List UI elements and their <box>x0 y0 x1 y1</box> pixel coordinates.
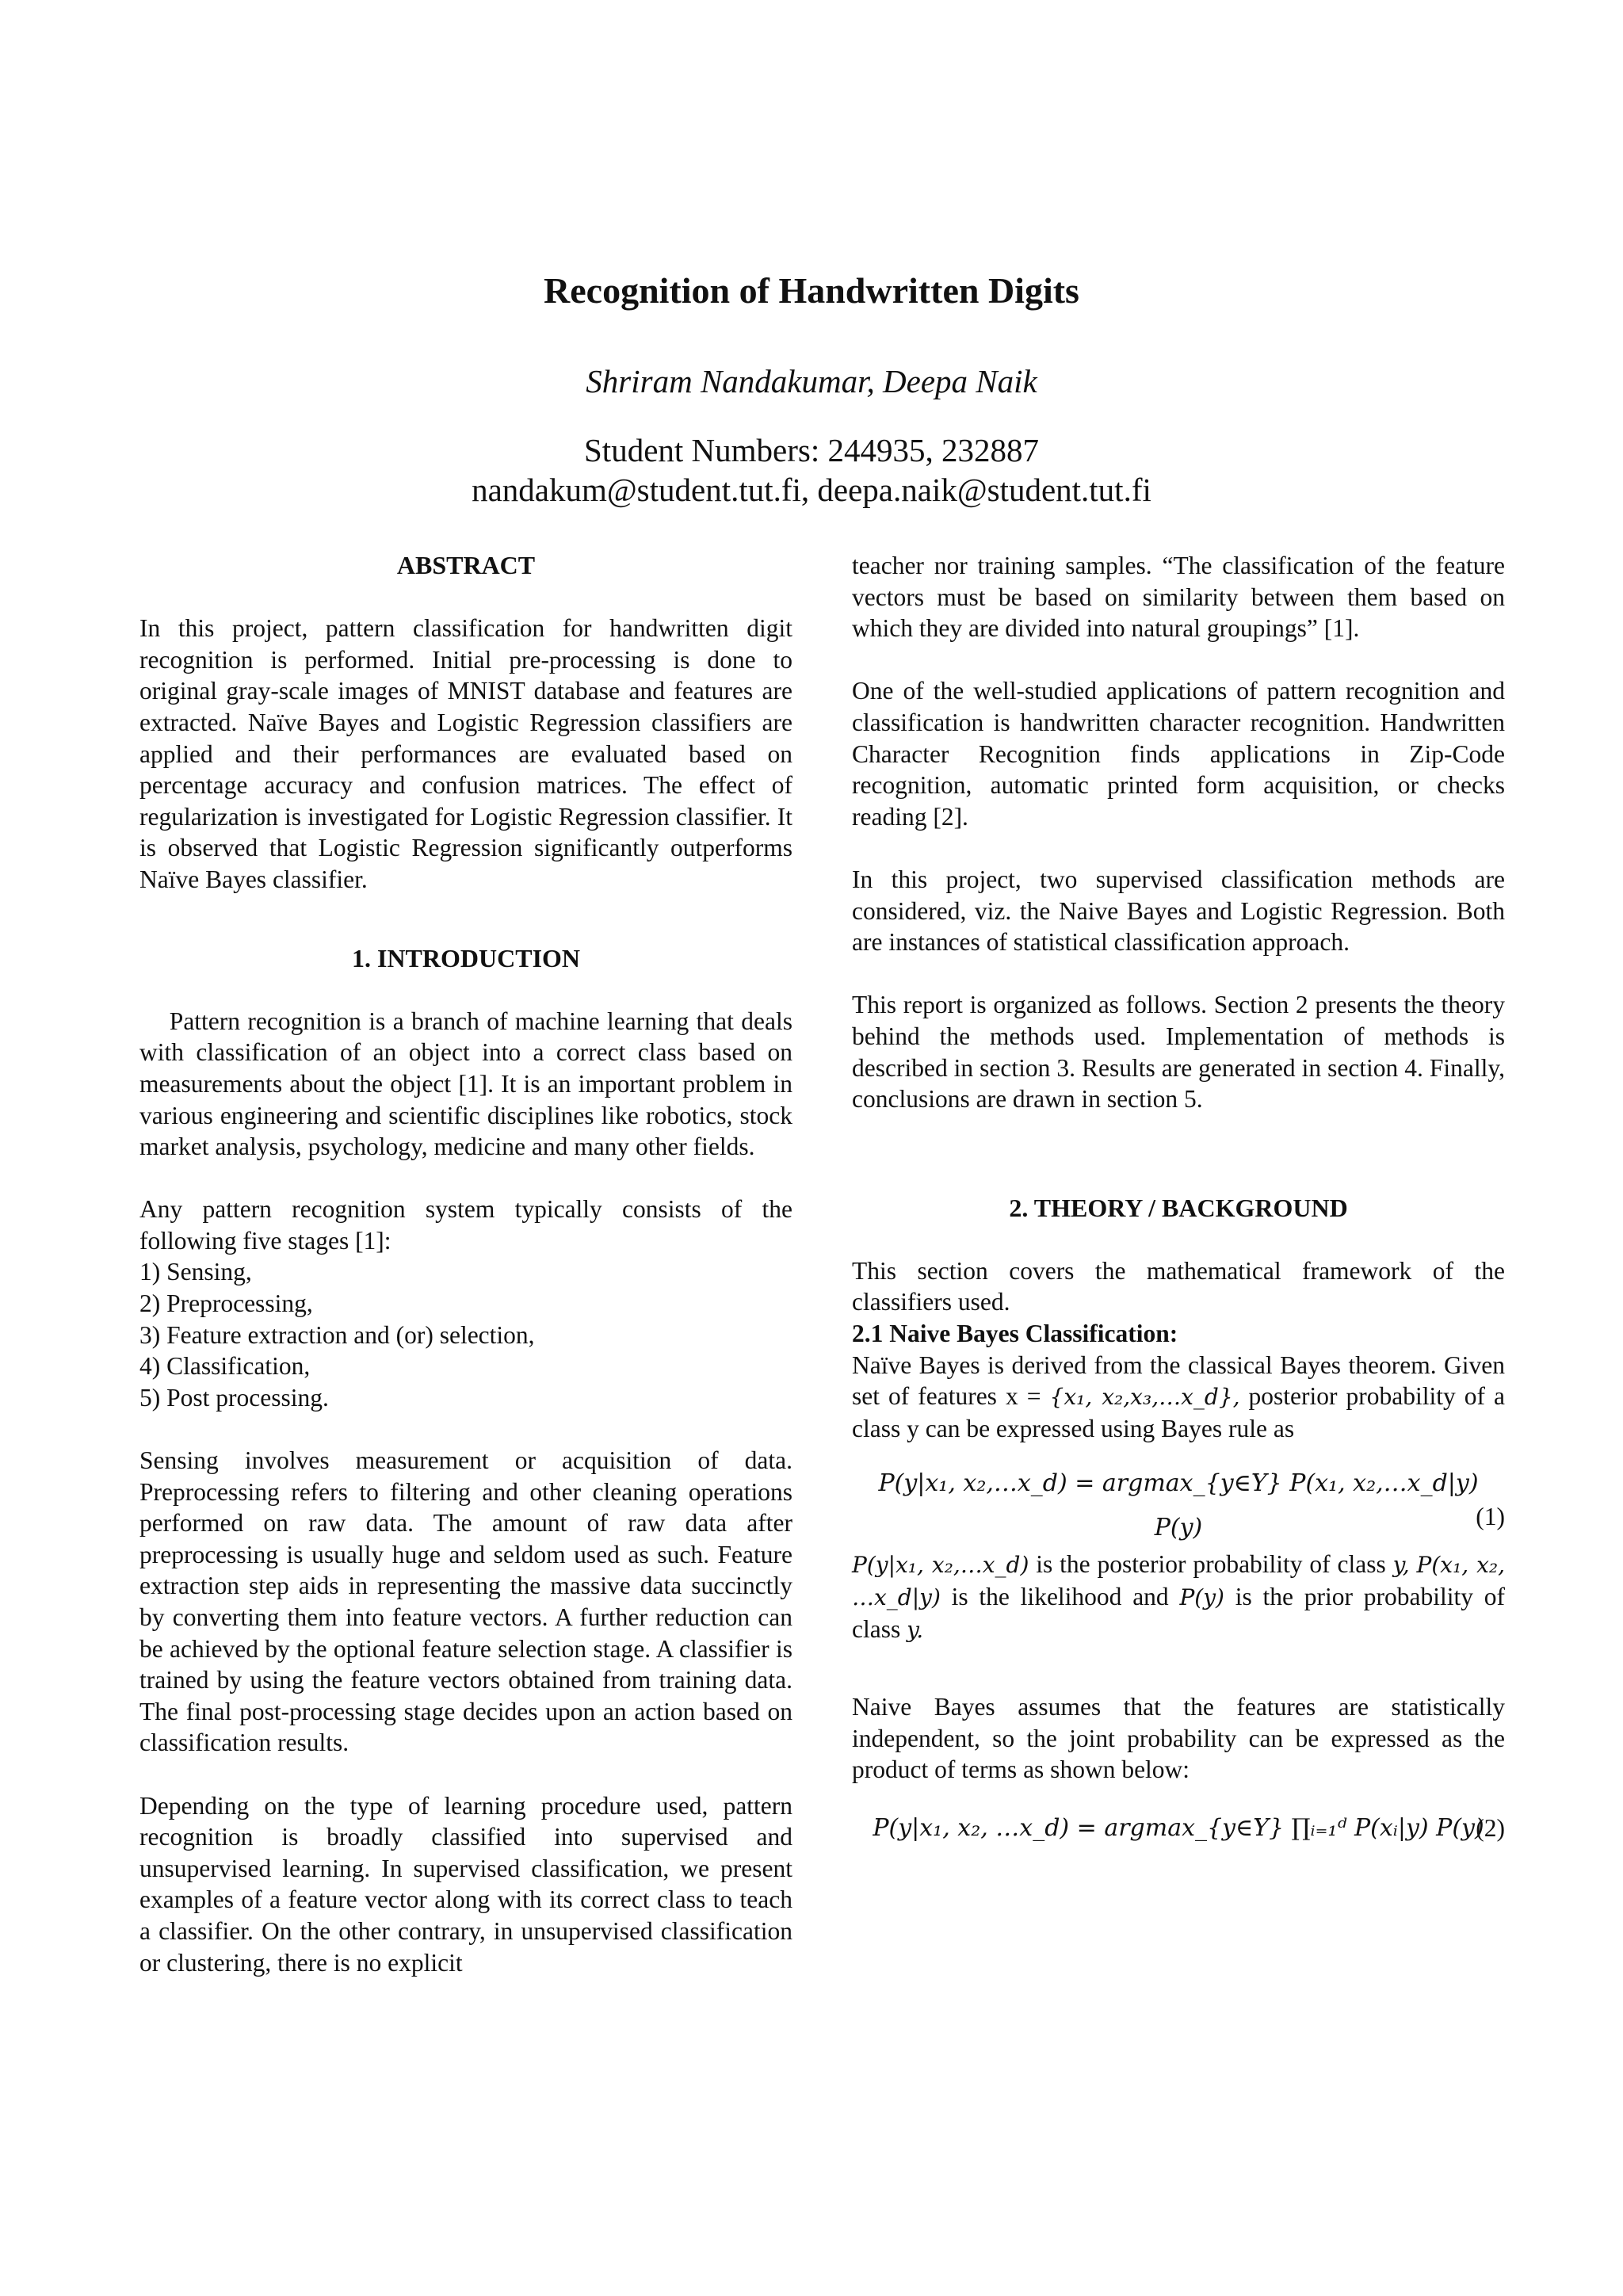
student-numbers: Student Numbers: 244935, 232887 <box>584 432 1039 468</box>
intro-paragraph-7: This report is organized as follows. Section 2 presents the theory behind the methods used. Implementation of methods is described in section 3. Results are generated in section 4. Finally, conclusions are drawn in section 5. <box>852 991 1505 1114</box>
list-item: 2) Preprocessing, <box>139 1289 313 1318</box>
theory-heading: 2. THEORY / BACKGROUND <box>1009 1193 1348 1222</box>
intro-paragraph-4-continued: teacher nor training samples. “The classification of the feature vectors must be based on similarity between them based on which they are divided into natural groupings” [1]. <box>852 552 1505 643</box>
author-info <box>0 430 1623 510</box>
theory-paragraph-4: Naive Bayes assumes that the features are statistically independent, so the joint probability can be expressed as the product of terms as shown below: <box>852 1693 1505 1784</box>
intro-paragraph-1: Pattern recognition is a branch of machine learning that deals with classification of an object into a correct class based on measurements about the object [1]. It is an important problem in various engineering and scientific disciplines like robotics, stock market analysis, psychology, medicine and many other fields. <box>139 1007 792 1161</box>
list-item: 3) Feature extraction and (or) selection, <box>139 1320 535 1349</box>
paper-title: Recognition of Handwritten Digits <box>544 270 1079 311</box>
naive-bayes-subheading: 2.1 Naive Bayes Classification: <box>852 1320 1178 1348</box>
left-column <box>139 550 792 1978</box>
feature-set: {x₁, x₂,x₃,…x_d}, <box>1049 1384 1240 1411</box>
stages-list <box>139 1256 792 1413</box>
introduction-heading: 1. INTRODUCTION <box>351 943 581 972</box>
equation-1-number: (1) <box>1476 1503 1505 1531</box>
list-item: 5) Post processing. <box>139 1383 329 1412</box>
intro-paragraph-3: Sensing involves measurement or acquisition of data. Preprocessing refers to filtering and other cleaning operations performed on raw data. The amount of raw data after preprocessing is usually huge and seldom used as such. Feature extraction step aids in representing the massive data succinctly by converting them into feature vectors. A further reduction can be achieved by the optional feature selection stage. A classifier is trained by using the feature vectors obtained from training data. The final post-processing stage decides upon an action based on classification results. <box>139 1446 792 1757</box>
intro-paragraph-4: Depending on the type of learning procedure used, pattern recognition is broadly classified into supervised and unsupervised learning. In supervised classification, we present examples of a feature vector along with its correct class to teach a classifier. On the other contrary, in unsupervised classification or clustering, there is no explicit <box>139 1791 792 1977</box>
equation-2: P(y|x₁, x₂, …x_d) = argmax_{y∈Y} ∏ᵢ₌₁ᵈ P(xᵢ|y) P(y) (2) <box>852 1806 1505 1851</box>
abstract-text: In this project, pattern classification for handwritten digit recognition is performed. Initial pre-processing is done to original gray-scale images of MNIST database and features are extracted. Naïve Bayes and Logistic Regression classifiers are applied and their performances are evaluated based on percentage accuracy and confusion matrices. The effect of regularization is investigated for Logistic Regression classifier. It is observed that Logistic Regression significantly outperforms Naïve Bayes classifier. <box>139 614 792 893</box>
list-item: 4) Classification, <box>139 1352 311 1381</box>
theory-paragraph-1: This section covers the mathematical framework of the classifiers used. <box>852 1256 1505 1316</box>
author-emails: nandakum@student.tut.fi, deepa.naik@student.tut.fi <box>472 472 1151 508</box>
intro-paragraph-2: Any pattern recognition system typically consists of the following five stages [1]: <box>139 1195 792 1255</box>
theory-paragraph-2: Naïve Bayes is derived from the classical Bayes theorem. Given set of features x = {x₁, x₂,x₃,…x_d}, posterior probability of a class y can be expressed using Bayes rule as <box>852 1350 1506 1442</box>
equation-1: P(y|x₁, x₂,…x_d) = argmax_{y∈Y} P(x₁, x₂,…x_d|y) P(y) <box>878 1469 1479 1542</box>
right-column <box>852 550 1505 1851</box>
theory-paragraph-3: P(y|x₁, x₂,…x_d) is the posterior probability of class y, P(x₁, x₂, …x_d|y) is the likelihood and P(y) is the prior probability of class y. <box>852 1550 1506 1643</box>
list-item: 1) Sensing, <box>139 1258 252 1286</box>
intro-paragraph-6: In this project, two supervised classification methods are considered, viz. the Naive Bayes and Logistic Regression. Both are instances of statistical classification approach. <box>852 865 1505 957</box>
abstract-heading: ABSTRACT <box>396 551 536 579</box>
intro-paragraph-5: One of the well-studied applications of pattern recognition and classification is handwritten character recognition. Handwritten Character Recognition finds applications in Zip-Code recognition, automatic printed form acquisition, or checks reading [2]. <box>852 677 1505 831</box>
author-names: Shriram Nandakumar, Deepa Naik <box>586 363 1037 399</box>
equation-2-number: (2) <box>1476 1814 1505 1842</box>
